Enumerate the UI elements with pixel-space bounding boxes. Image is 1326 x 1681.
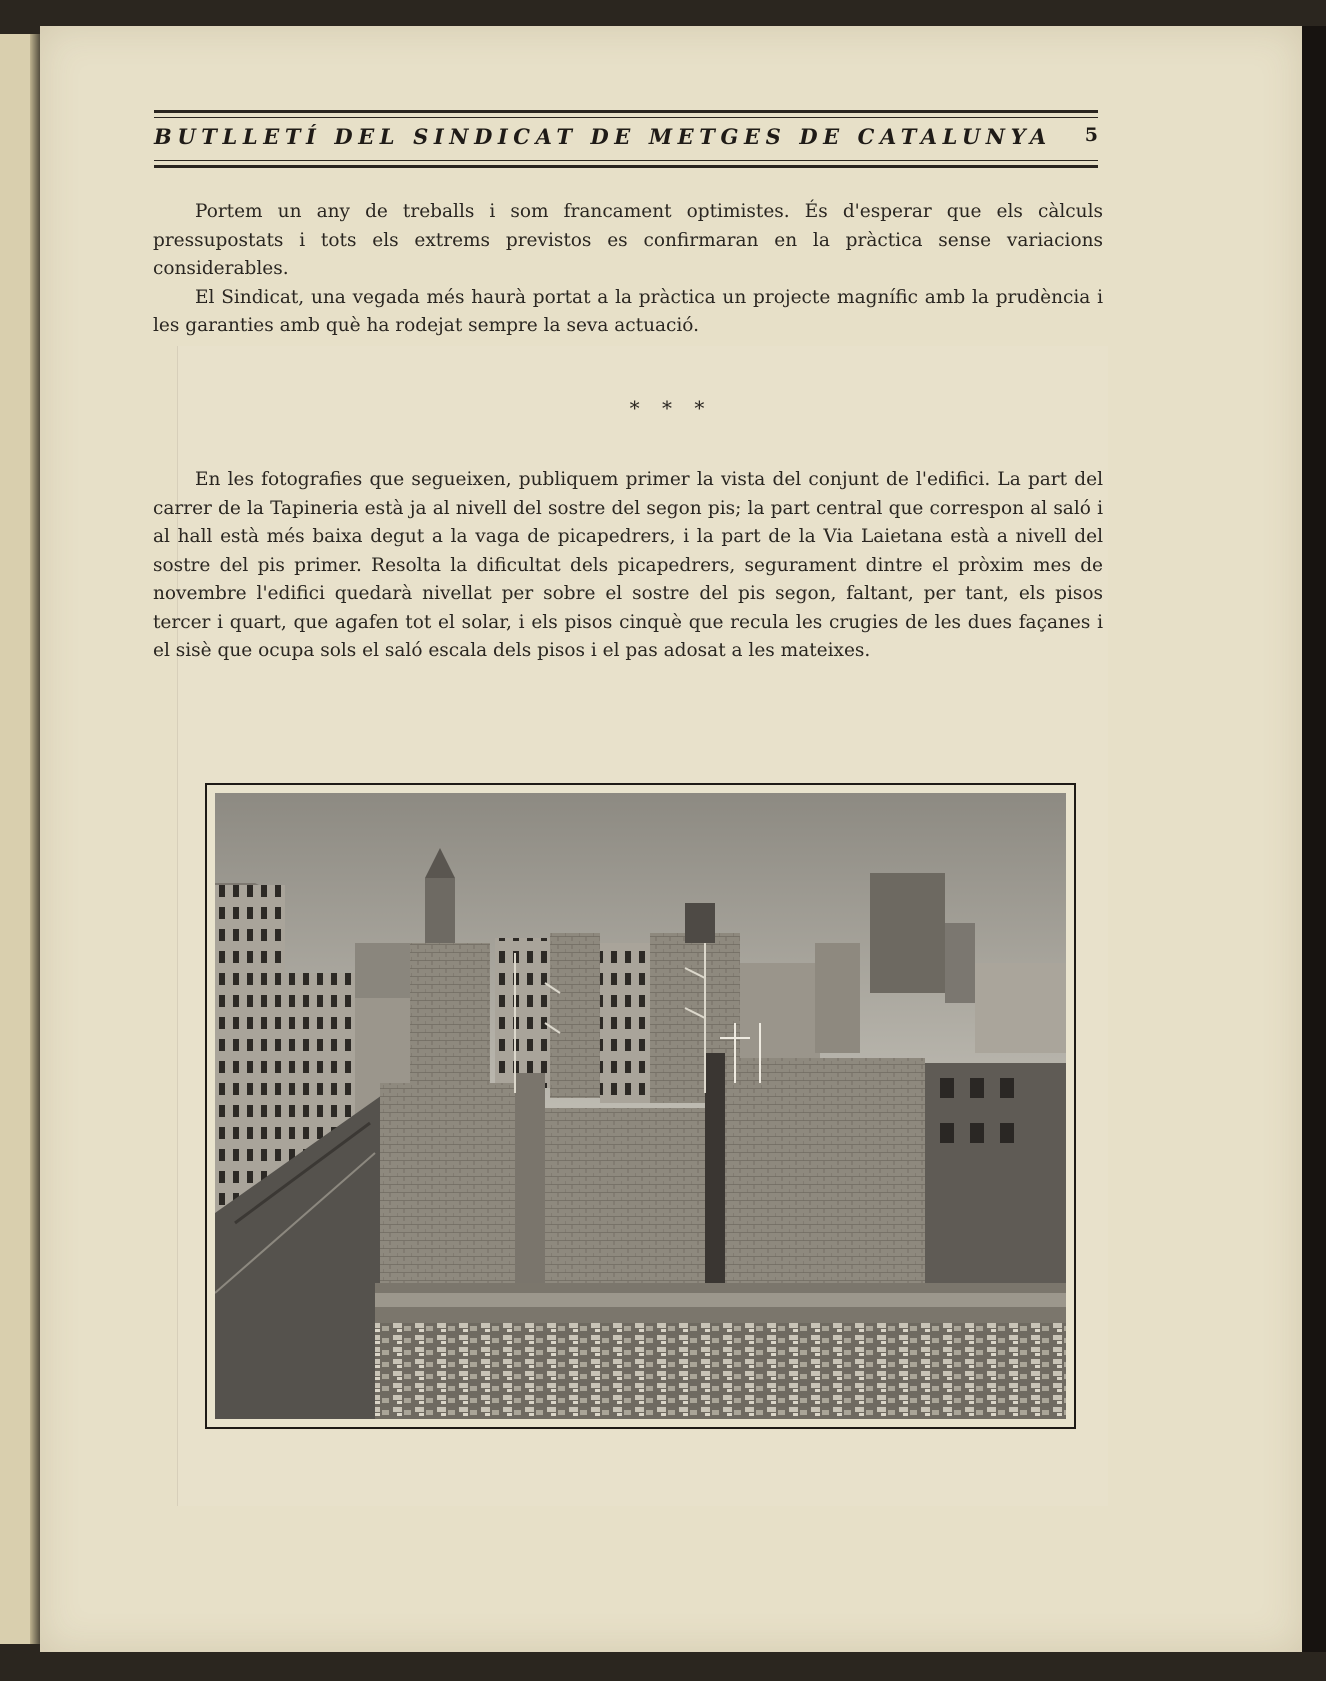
page-right-shadow: [1302, 26, 1326, 1652]
header-rule-bottom-thin: [154, 160, 1098, 161]
page-number: 5: [1084, 124, 1098, 146]
running-header: [154, 110, 1098, 170]
journal-page: [40, 26, 1302, 1652]
photo-intro-text: [153, 466, 1103, 666]
construction-site-illustration: [215, 793, 1066, 1419]
header-rule-bottom: [154, 165, 1098, 168]
header-rule-top-thin: [154, 117, 1098, 118]
paragraph-1: Portem un any de treballs i som francament optimistes. És d'esperar que els càlculs pressupostats i tots els extrems previstos es confirmaran en la pràctica sense variacions considerables.: [153, 201, 1103, 279]
construction-photograph: [205, 783, 1076, 1429]
section-separator: * * *: [629, 396, 713, 420]
journal-title: BUTLLETÍ DEL SINDICAT DE METGES DE CATALUNYA: [154, 124, 1052, 149]
paragraph-2: El Sindicat, una vegada més haurà portat a la pràctica un projecte magnífic amb la prudència i les garanties amb què ha rodejat sempre la seva actuació.: [153, 286, 1103, 336]
opening-text: [153, 198, 1103, 341]
header-rule-top: [154, 110, 1098, 113]
paragraph-3: En les fotografies que segueixen, publiquem primer la vista del conjunt de l'edifici. La part del carrer de la Tapineria està ja al nivell del sostre del segon pis; la part central que correspon al saló i al hall està més baixa degut a la vaga de picapedrers, i la part de la Via Laietana està a nivell del sostre del pis primer. Resolta la dificultat dels picapedrers, segurament dintre el pròxim mes de novembre l'edifici quedarà nivellat per sobre el sostre del pis segon, faltant, per tant, els pisos tercer i quart, que agafen tot el solar, i els pisos cinquè que recula les crugies de les dues façanes i el sisè que ocupa sols el saló escala dels pisos i el pas adosat a les mateixes.: [153, 469, 1103, 661]
